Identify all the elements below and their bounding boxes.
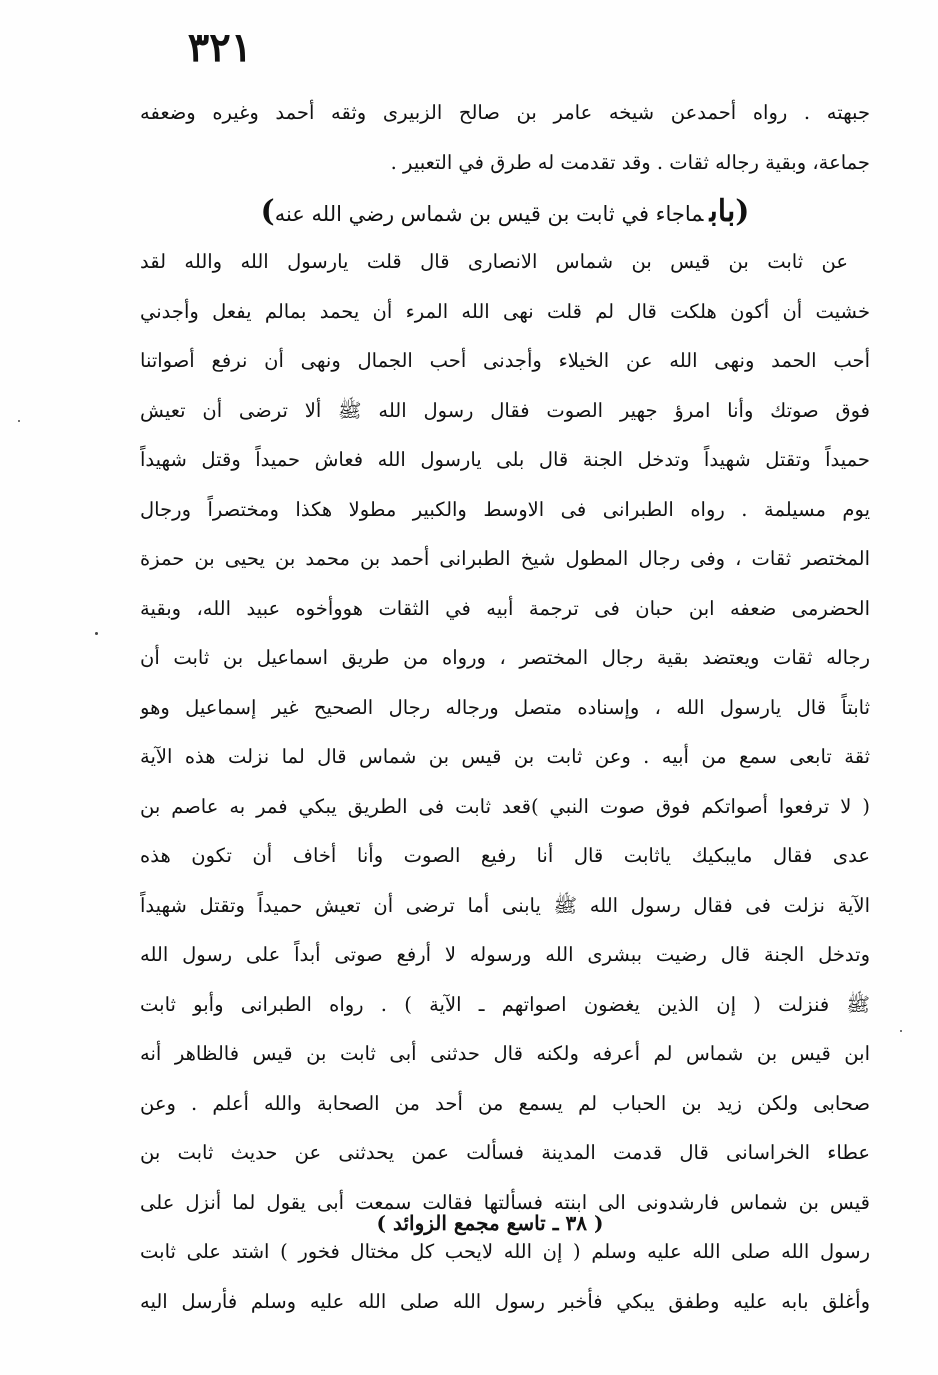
scan-speck bbox=[18, 420, 20, 422]
text-line: أحب الحمد ونهى الله عن الخيلاء وأجدنى أحب الجمال ونهى أن نرفع أصواتنا bbox=[140, 349, 870, 372]
text-line: ثابتاً قال يارسول الله ، وإسناده متصل ورجاله رجال الصحيح غير إسماعيل وهو bbox=[140, 695, 870, 719]
text-line: الحضرمى ضعفه ابن حبان فى ترجمة أبيه في الثقات هووأخوه عبيد الله، وبقية bbox=[140, 596, 870, 620]
body-text bbox=[140, 88, 870, 1326]
text-line: جبهته . رواه أحمدعن شيخه عامر بن صالح الزبيرى وثقه أحمد وغيره وضعفه bbox=[140, 101, 870, 124]
text-line: المختصر ثقات ، وفى رجال المطول شيخ الطبرانى أحمد بن محمد بن يحيى بن حمزة bbox=[140, 547, 870, 570]
text-line: رسول الله صلى الله عليه وسلم ( إن الله لايحب كل مختال فخور ) اشتد على ثابت bbox=[140, 1240, 870, 1263]
text-line: رجاله ثقات ويعتضد بقية رجال المختصر ، ورواه من طريق اسماعيل بن ثابت أن bbox=[140, 646, 870, 669]
page-footer: ( ٣٨ ـ تاسع مجمع الزوائد ) bbox=[376, 1211, 604, 1235]
text-line: وتدخل الجنة قال رضيت ببشرى الله ورسوله لا أرفع صوتى أبداً على رسول الله bbox=[140, 943, 870, 966]
heading-bab: باب bbox=[709, 194, 736, 229]
text-line: خشيت أن أكون هلكت قال لم قلت نهى الله المرء أن يحمد بمالم يفعل وأجدني bbox=[140, 299, 870, 323]
heading-title: ماجاء في ثابت بن قيس بن شماس رضي الله عنه bbox=[274, 202, 704, 226]
text-line: عن ثابت بن قيس بن شماس الانصارى قال قلت يارسول الله والله لقد bbox=[140, 250, 848, 273]
heading-close-paren: ) bbox=[260, 194, 275, 229]
text-line: ﷺ فنزلت ( إن الذين يغضون اصواتهم ـ الآية ) . رواه الطبرانى وأبو ثابت bbox=[140, 992, 870, 1016]
text-line: عدى فقال مايبكيك ياثابت قال أنا رفيع الصوت وأنا أخاف أن تكون هذه bbox=[140, 844, 870, 867]
text-line: يوم مسيلمة . رواه الطبرانى فى الاوسط والكبير مطولا هكذا ومختصراً ورجال bbox=[140, 497, 870, 521]
text-line: جماعة، وبقية رجاله ثقات . وقد تقدمت له طرق في التعبير . bbox=[390, 150, 870, 174]
chapter-heading bbox=[140, 187, 870, 237]
text-line: ثقة تابعى سمع من أبيه . وعن ثابت بن قيس بن شماس قال لما نزلت هذه الآية bbox=[140, 745, 870, 768]
text-line: ( لا ترفعوا أصواتكم فوق صوت النبي )قعد ثابت فى الطريق يبكي فمر به عاصم بن bbox=[140, 794, 870, 818]
text-line: ابن قيس بن شماس لم أعرفه ولكنه قال حدثنى أبى ثابت بن قيس فالظاهر أنه bbox=[140, 1042, 870, 1065]
text-line: وأغلق بابه عليه وطفق يبكي فأخبر رسول الله صلى الله عليه وسلم فأرسل اليه bbox=[140, 1289, 870, 1313]
scan-speck bbox=[95, 632, 98, 635]
text-line: عطاء الخراسانى قال قدمت المدينة فسألت عمن يحدثنى عن حديث ثابت بن bbox=[140, 1141, 870, 1164]
text-line: الآية نزلت فى فقال رسول الله ﷺ يابنى أما ترضى أن تعيش حميداً وتقتل شهيداً bbox=[140, 893, 870, 917]
page-number: ٣٢١ bbox=[187, 24, 253, 71]
text-line: حميداً وتقتل شهيداً وتدخل الجنة قال بلى يارسول الله فعاش حميداً وقتل شهيداً bbox=[140, 448, 870, 471]
scan-speck bbox=[900, 1030, 902, 1032]
heading-open-paren: ( bbox=[735, 194, 750, 229]
text-line: قيس بن شماس فارشدونى الى ابنته فسألتها فقالت سمعت أبى يقول لما أنزل على bbox=[140, 1190, 870, 1214]
text-line: صحابى ولكن زيد بن الحباب لم يسمع من أحد من الصحابة والله أعلم . وعن bbox=[140, 1091, 870, 1115]
text-line: فوق صوتك وأنا امرؤ جهير الصوت فقال رسول الله ﷺ ألا ترضى أن تعيش bbox=[140, 398, 870, 422]
